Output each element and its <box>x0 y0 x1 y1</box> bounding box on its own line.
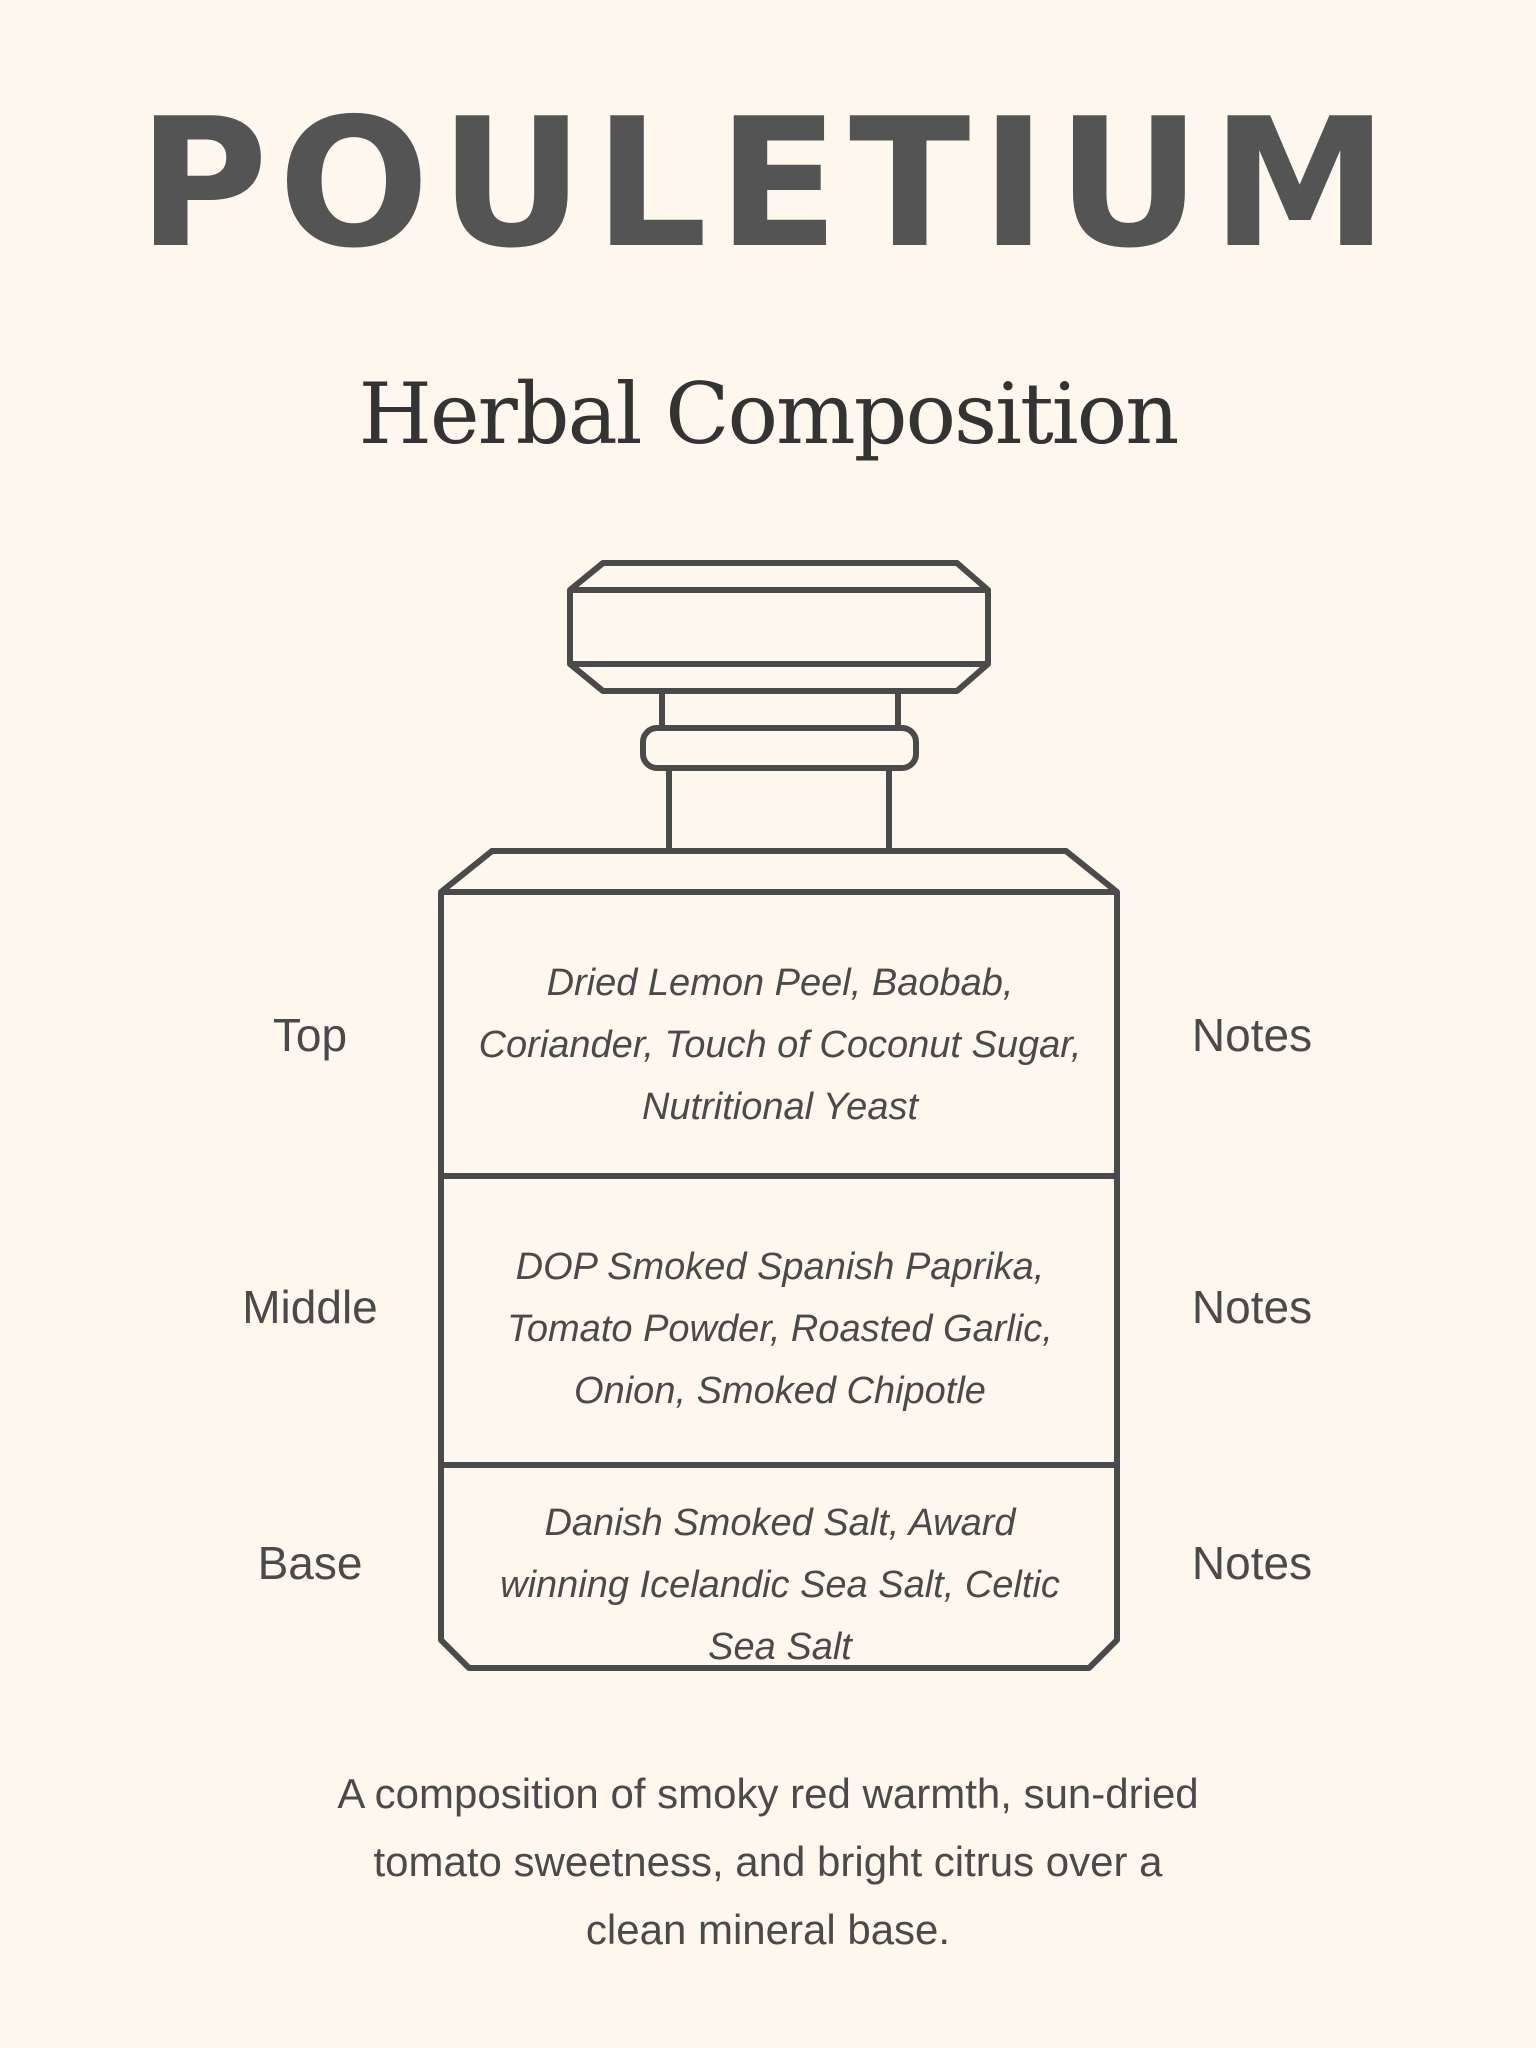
tier-suffix-middle: Notes <box>1191 1281 1313 1333</box>
base-notes-ingredients: Danish Smoked Salt, Award winning Icelandic Sea Salt, Celtic Sea Salt <box>500 1502 1060 1668</box>
brand-logo: POULETIUM <box>137 80 1399 287</box>
tier-label-middle: Middle <box>242 1281 378 1333</box>
top-notes-ingredients: Dried Lemon Peel, Baobab, Coriander, Touch of Coconut Sugar, Nutritional Yeast <box>478 962 1082 1128</box>
composition-description: A composition of smoky red warmth, sun-dried tomato sweetness, and bright citrus over a clean mineral base. <box>337 1770 1199 1953</box>
page-title: Herbal Composition <box>358 365 1178 463</box>
bottle-collar <box>643 728 916 768</box>
tier-label-top: Top <box>272 1009 348 1061</box>
bottle-cap <box>570 563 988 691</box>
bottle-neck-top <box>662 691 898 728</box>
tier-suffix-base: Notes <box>1191 1537 1313 1589</box>
tier-label-base: Base <box>257 1537 363 1589</box>
bottle-neck <box>669 768 889 851</box>
tier-suffix-top: Notes <box>1191 1009 1313 1061</box>
middle-notes-ingredients: DOP Smoked Spanish Paprika, Tomato Powder, Roasted Garlic, Onion, Smoked Chipotle <box>507 1246 1053 1412</box>
